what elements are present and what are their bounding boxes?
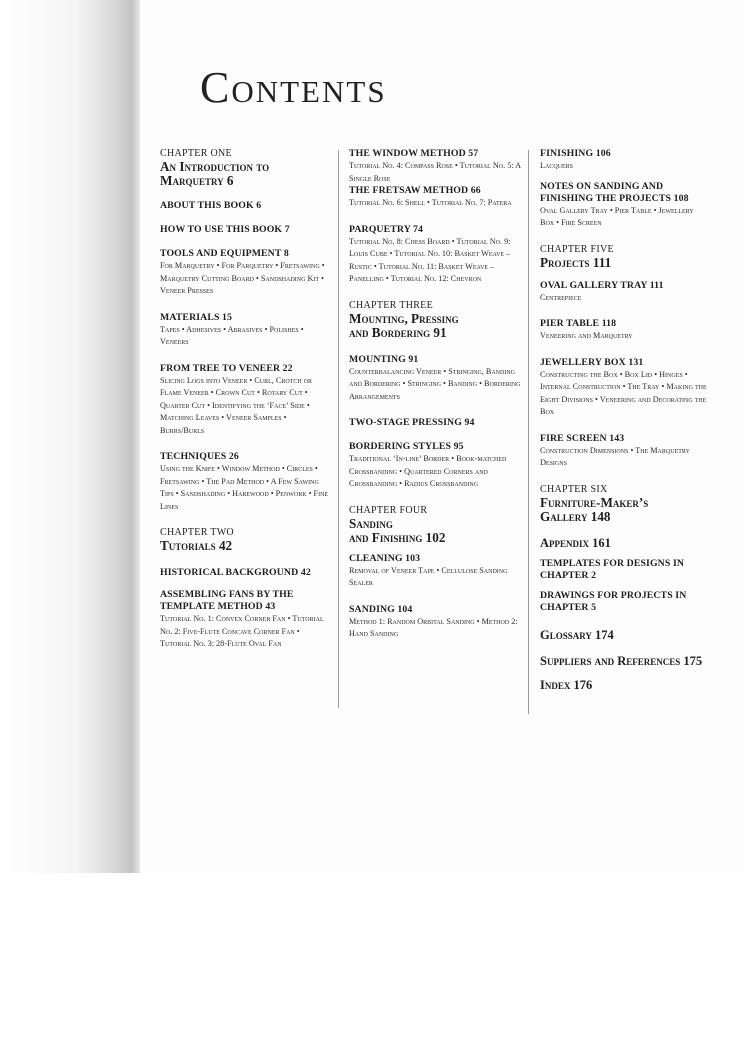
toc-subtopics: Centrepiece: [540, 292, 582, 302]
toc-entry-appendix: Appendix 161: [540, 535, 611, 550]
toc-section: [540, 280, 708, 305]
chapter-title: and Bordering 91: [349, 324, 447, 340]
chapter-title: Projects 111: [540, 254, 612, 270]
chapter-one: [160, 148, 332, 188]
toc-section: [540, 318, 708, 343]
toc-entry: TEMPLATES FOR DESIGNS IN CHAPTER 2: [540, 557, 685, 581]
chapter-label: CHAPTER THREE: [349, 299, 433, 311]
toc-entry: ABOUT THIS BOOK 6: [160, 200, 262, 211]
toc-subtopics: Tapes • Adhesives • Abrasives • Polishes • Veneers: [160, 324, 304, 346]
contents-column-3: [540, 148, 708, 692]
contents-column-1: [160, 148, 332, 651]
toc-entry-index: Index 176: [540, 677, 593, 692]
toc-heading: FROM TREE TO VENEER 22: [160, 362, 293, 374]
toc-section: [349, 185, 521, 210]
toc-heading: FIRE SCREEN 143: [540, 432, 625, 444]
toc-heading: MOUNTING 91: [349, 353, 419, 365]
toc-entry-glossary: Glossary 174: [540, 627, 614, 642]
toc-entry: TWO-STAGE PRESSING 94: [349, 417, 475, 428]
toc-subtopics: Counterbalancing Veneer • Stringing, Banding and Bordering • Stringing • Banding • Bordering Arrangements: [349, 366, 521, 401]
toc-heading: NOTES ON SANDING AND FINISHING THE PROJECTS 108: [540, 180, 689, 204]
toc-heading: JEWELLERY BOX 131: [540, 356, 644, 368]
toc-subtopics: Method 1: Random Orbital Sanding • Method 2: Hand Sanding: [349, 616, 518, 638]
toc-subtopics: Removal of Veneer Tape • Cellulose Sanding Sealer: [349, 565, 508, 587]
chapter-five: [540, 244, 708, 270]
toc-subtopics: Tutorial No. 6: Shell • Tutorial No. 7: Patera: [349, 198, 512, 207]
toc-section: [349, 148, 521, 185]
toc-subtopics: For Marquetry • For Parquetry • Fretsawing • Marquetry Cutting Board • Sandshading Kit • Veneer Presses: [160, 261, 325, 295]
toc-entry: DRAWINGS FOR PROJECTS IN CHAPTER 5: [540, 589, 687, 613]
toc-section: [540, 148, 708, 173]
chapter-title: An Introduction to: [160, 159, 270, 174]
toc-heading: TECHNIQUES 26: [160, 451, 239, 462]
chapter-six: [540, 484, 708, 524]
toc-subtopics: Tutorial No. 4: Compass Rose • Tutorial No. 5: A Single Rose: [349, 161, 521, 183]
chapter-two: [160, 527, 332, 553]
chapter-title: Tutorials 42: [160, 538, 233, 553]
chapter-title: Marquetry 6: [160, 173, 234, 188]
chapter-label: CHAPTER FIVE: [540, 243, 614, 255]
toc-subtopics: Lacquers: [540, 161, 574, 170]
toc-section: [160, 589, 332, 651]
contents-column-2: [349, 148, 521, 641]
toc-heading: BORDERING STYLES 95: [349, 441, 464, 452]
toc-section: [160, 363, 332, 438]
chapter-title: Gallery 148: [540, 508, 611, 524]
toc-section: [349, 553, 521, 590]
toc-heading: TOOLS AND EQUIPMENT 8: [160, 248, 289, 259]
toc-heading: OVAL GALLERY TRAY 111: [540, 279, 664, 291]
toc-section: [540, 357, 708, 419]
chapter-label: CHAPTER ONE: [160, 148, 232, 159]
chapter-label: CHAPTER SIX: [540, 483, 608, 495]
toc-section: [349, 354, 521, 404]
toc-heading: THE WINDOW METHOD 57: [349, 148, 479, 159]
toc-section: [160, 451, 332, 513]
toc-entry: HOW TO USE THIS BOOK 7: [160, 224, 290, 235]
toc-section: [160, 312, 332, 349]
toc-subtopics: Construction Dimensions • The Marquetry Designs: [540, 445, 690, 467]
toc-heading: PARQUETRY 74: [349, 223, 424, 235]
toc-section: [349, 224, 521, 286]
chapter-title: Furniture-Maker’s: [540, 494, 649, 510]
toc-subtopics: Traditional ‘In-line’ Border • Book-matched Crossbanding • Quartered Corners and Crossbanding • Radius Crossbanding: [349, 454, 507, 488]
toc-subtopics: Constructing the Box • Box Lid • Hinges • Internal Construction • The Tray • Making the Eight Divisions • Veneering and Decorating the Box: [540, 369, 707, 416]
toc-heading: CLEANING 103: [349, 552, 421, 564]
scan-shadow: [0, 0, 140, 873]
toc-section: [540, 433, 708, 470]
toc-subtopics: Tutorial No. 1: Convex Corner Fan • Tutorial No. 2: Five-Flute Concave Corner Fan • Tutorial No. 3: 28-Flute Oval Fan: [160, 614, 324, 648]
toc-heading: ASSEMBLING FANS BY THE TEMPLATE METHOD 43: [160, 589, 294, 612]
toc-section: [540, 181, 708, 230]
chapter-label: CHAPTER TWO: [160, 527, 234, 538]
toc-entry-suppliers: Suppliers and References 175: [540, 653, 703, 668]
toc-entry: HISTORICAL BACKGROUND 42: [160, 567, 311, 578]
chapter-label: CHAPTER FOUR: [349, 504, 428, 516]
toc-subtopics: Using the Knife • Window Method • Circles • Fretsawing • The Pad Method • A Few Sawing Tips • Sandshading • Harewood • Penwork • Fine Lines: [160, 464, 329, 511]
toc-subtopics: Tutorial No. 8: Chess Board • Tutorial No. 9: Louis Cube • Tutorial No. 10: Basket Weave – Rustic • Tutorial No. 11: Basket Weave – Panelling • Tutorial No. 12: Chevron: [349, 236, 511, 283]
toc-section: [349, 604, 521, 641]
column-divider: [338, 150, 339, 708]
toc-section: [160, 248, 332, 298]
toc-heading: MATERIALS 15: [160, 311, 233, 323]
chapter-title: and Finishing 102: [349, 529, 446, 545]
page-title: Contents: [200, 63, 387, 112]
toc-subtopics: Slicing Logs into Veneer • Curl, Crotch or Flame Veneer • Crown Cut • Rotary Cut • Quarter Cut • Identifying the ‘Face’ Side • Matching Leaves • Veneer Samples • Burrs/Burls: [160, 375, 313, 435]
chapter-three: [349, 300, 521, 340]
toc-section: [349, 441, 521, 491]
toc-heading: SANDING 104: [349, 603, 413, 615]
toc-heading: THE FRETSAW METHOD 66: [349, 185, 481, 196]
chapter-title: Sanding: [349, 515, 393, 531]
column-divider: [528, 150, 529, 714]
chapter-title: Mounting, Pressing: [349, 310, 459, 326]
toc-heading: PIER TABLE 118: [540, 318, 617, 329]
toc-subtopics: Oval Gallery Tray • Pier Table • Jewellery Box • Fire Screen: [540, 205, 694, 227]
toc-heading: FINISHING 106: [540, 148, 611, 159]
toc-subtopics: Veneering and Marquetry: [540, 331, 633, 340]
chapter-four: [349, 505, 521, 545]
